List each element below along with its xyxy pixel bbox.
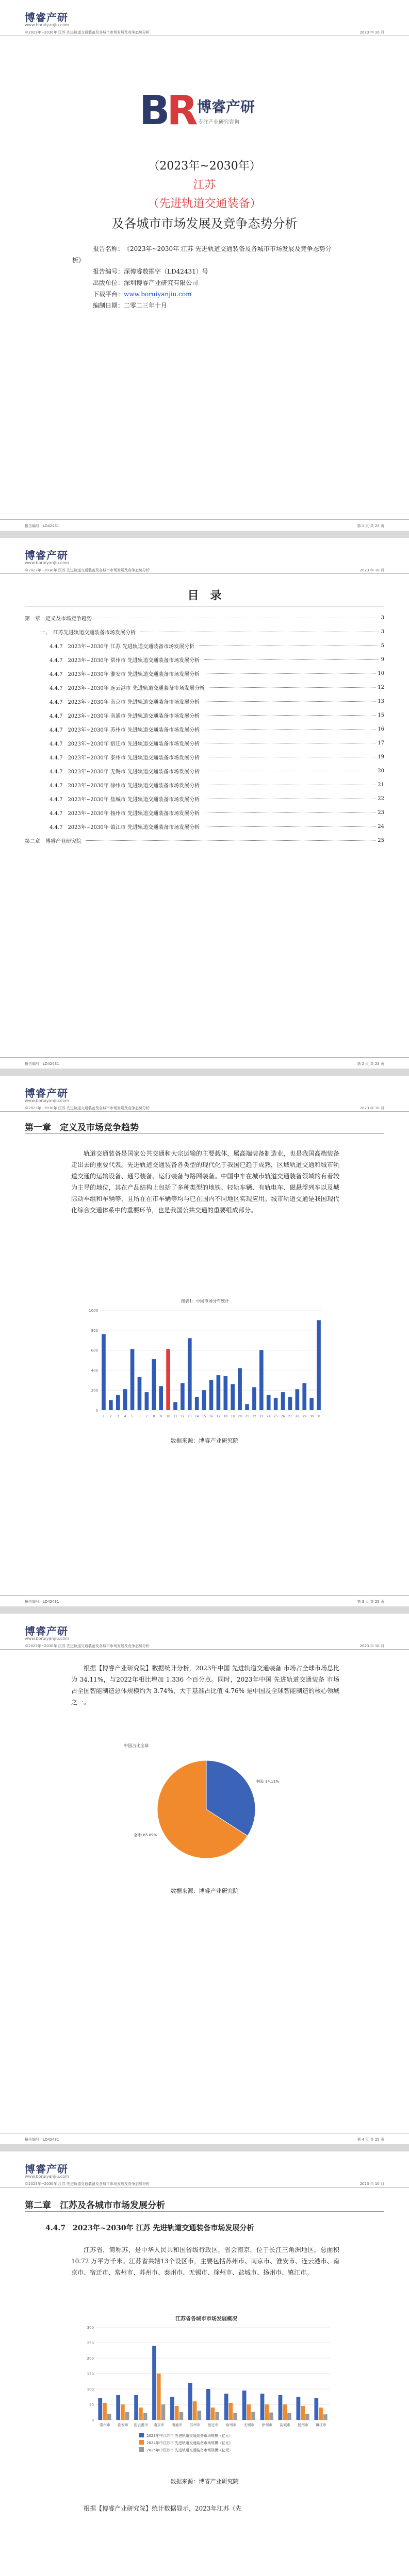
toc-entry[interactable] [25,764,384,778]
y-tick-label: 0 [95,1409,98,1413]
download-link[interactable]: www.boruiyanjiu.com [124,291,192,298]
page-footer: 报告编号：LD42431 第 2 页 共 25 页 [0,1057,409,1069]
page-footer: 报告编号：LD42431 第 4 页 共 25 页 [0,2133,409,2144]
x-tick-label: 11 [173,1415,177,1418]
chart-svg [77,2322,335,2466]
bar [123,1389,127,1410]
toc-entry[interactable] [25,834,384,848]
x-tick-label: 7 [145,1415,148,1418]
chapter-title: 第一章 定义及市场竞争趋势 [25,1123,139,1133]
toc-entry[interactable] [25,611,384,625]
header-logo-url: www.boruiyanjiu.com [25,23,69,27]
bar [116,2395,120,2420]
bar [211,2408,215,2420]
cover-info-block [72,243,340,311]
legend-label: 2024年中江苏市 先进轨道交通装备市场规模（亿元） [146,2441,233,2445]
bar-chart-cities [77,2311,335,2466]
x-tick-label: 15 [202,1415,206,1418]
y-tick-label: 150 [87,2372,94,2376]
toc-entry-page: 21 [378,782,384,788]
bar [188,2383,192,2420]
x-tick-label: 5 [131,1415,134,1418]
x-tick-label: 苏州市 [189,2423,201,2427]
bar [193,2401,197,2420]
cover-industry: （先进轨道交通装备） [148,197,261,210]
bar [233,2413,237,2420]
x-tick-label: 13 [187,1415,192,1418]
x-tick-label: 无锡市 [243,2423,255,2427]
x-tick-label: 24 [266,1415,271,1418]
chart-title: 中国占比全球 [124,1743,149,1748]
legend-label: 2023年中江苏市 先进轨道交通装备市场规模（亿元） [146,2434,233,2438]
toc-title: 目 录 [187,589,222,602]
bar [215,2412,219,2420]
bar-chart-china [83,1296,328,1425]
bar [242,2391,247,2420]
bar [179,2412,184,2420]
chart-title: 图表1：中国市场分布统计 [181,1299,230,1303]
bar [202,1390,206,1410]
bar [145,1392,149,1410]
x-tick-label: 26 [281,1415,285,1418]
cover-region: 江苏 [193,179,216,192]
page-market-share [0,1614,409,2144]
bar [231,1384,235,1410]
toc-entry-label: 4.4.7 2023年~2030年 常州市 先进轨道交通装备市场发展分析 [50,656,202,664]
x-tick-label: 16 [209,1415,214,1418]
x-tick-label: 31 [317,1415,321,1418]
y-tick-label: 250 [87,2341,94,2345]
toc-entry[interactable] [25,806,384,820]
x-tick-label: 4 [124,1415,126,1418]
x-tick-label: 22 [252,1415,256,1418]
toc-entry-page: 19 [378,754,384,760]
toc-entry[interactable] [25,708,384,722]
header-copyright: ©2023年~2030年 江苏 先进轨道交通装备及各城市市场发展及竞争态势分析 [25,30,150,35]
toc-entry-label: 4.4.7 2023年~2030年 泰州市 先进轨道交通装备市场发展分析 [50,753,202,761]
toc-entry-label: 一、 江苏先进轨道交通装备市场发展分析 [40,628,138,636]
toc-entry-page: 3 [381,629,384,635]
x-tick-label: 8 [153,1415,155,1418]
bar [279,2395,283,2420]
chart-title: 江苏省各城市市场发展概况 [175,2316,237,2322]
toc-entry-page: 23 [378,810,384,816]
divider [25,1133,384,1134]
bar [305,2414,309,2420]
x-tick-label: 17 [216,1415,221,1418]
bar [159,1386,163,1410]
section-title: 4.4.7 2023年~2030年 江苏 先进轨道交通装备市场发展分析 [45,2224,254,2232]
legend-swatch [139,2433,144,2437]
bar [152,1359,156,1410]
x-tick-label: 20 [238,1415,242,1418]
x-tick-label: 1 [103,1415,105,1418]
page-header [0,0,409,36]
info-report-no: 报告编号：深博睿数据字（LD42431）号 [92,268,208,275]
cover-logo-name: 博睿产研 [197,98,255,115]
toc-entry-page: 25 [378,838,384,843]
toc-entry-label: 4.4.7 2023年~2030年 扬州市 先进轨道交通装备市场发展分析 [50,809,202,817]
y-tick-label: 400 [91,1368,98,1373]
bar [217,1375,221,1410]
bar [125,2412,129,2420]
page-toc [0,538,409,1069]
cover-logo [139,88,273,134]
bar [251,2412,255,2420]
toc-entry-page: 9 [381,657,384,663]
toc-entry-page: 17 [378,740,384,746]
bar [238,1368,242,1410]
toc-entry[interactable] [25,667,384,681]
bar [143,2413,148,2420]
info-date: 编制日期：二零二三年十月 [92,302,168,309]
body-paragraph: 根据【博睿产业研究院】统计数据显示，2023年江苏（先 [84,2505,242,2512]
bar [130,1349,135,1410]
bar [323,2414,328,2420]
toc-entry-label: 4.4.7 2023年~2030年 淮安市 先进轨道交通装备市场发展分析 [50,670,202,677]
toc-entry-page: 15 [378,713,384,718]
x-tick-label: 23 [259,1415,264,1418]
bar [259,1350,264,1410]
bar [107,2414,111,2420]
bar [206,2389,210,2420]
y-tick-label: 50 [89,2403,94,2407]
toc-entry[interactable] [25,722,384,736]
toc-entry-page: 13 [378,699,384,704]
toc-entry[interactable] [25,736,384,750]
toc-entry-label: 4.4.7 2023年~2030年 南通市 先进轨道交通装备市场发展分析 [50,711,202,719]
header-logo: 博睿产研 [25,11,68,24]
y-tick-label: 800 [91,1328,98,1333]
y-tick-label: 200 [87,2357,94,2361]
bar [245,1404,249,1410]
bar [252,1387,256,1410]
toc-entry-page: 20 [378,768,384,774]
bar [138,1377,142,1410]
info-publisher: 出版单位：深圳博睿产业研究有限公司 [92,279,199,286]
toc-entry-label: 4.4.7 2023年~2030年 连云港市 先进轨道交通装备市场发展分析 [50,684,207,691]
bar [134,2395,138,2420]
page-header: 博睿产研 www.boruiyanjiu.com ©2023年~2030年 江苏 先进轨道交通装备及各城市市场发展及竞争态势分析 2023 年 10 月 [0,1076,409,1112]
bar [103,2403,107,2420]
chart-svg [83,1304,328,1422]
toc-entry-label: 第一章 定义及市场竞争趋势 [25,614,94,622]
x-tick-label: 宿迁市 [207,2423,219,2427]
toc-leader-dots [204,715,375,716]
x-tick-label: 27 [288,1415,292,1418]
toc-entry[interactable] [25,820,384,834]
bar [319,2408,323,2420]
x-tick-label: 14 [194,1415,199,1418]
bar [247,2404,251,2420]
toc-entry-label: 4.4.7 2023年~2030年 镇江市 先进轨道交通装备市场发展分析 [50,823,202,831]
info-download: 下载平台：www.boruiyanjiu.com [92,291,192,298]
x-tick-label: 盐城市 [280,2423,291,2427]
page-chapter-2 [0,2151,409,2576]
toc-entry-label: 第二章 博睿产业研究院 [25,837,84,844]
bar [281,1392,285,1410]
bar [283,2404,287,2420]
bar [287,2413,291,2420]
toc-leader-dots [86,840,375,841]
bar [309,1398,314,1410]
body-paragraph: 江苏省，简称苏，是中华人民共和国省级行政区，省会南京，位于长江三角洲地区，总面积 10.72 万平方千米。江苏省共辖13个设区市，主要包括苏州市、南京市、淮安市、连云港市、南京市、宿迁市、常州市、苏州市、泰州市、无锡市、徐州市、盐城市、扬州市、镇江市。 [71,2246,339,2276]
toc-entry-label: 4.4.7 2023年~2030年 南京市 先进轨道交通装备市场发展分析 [50,698,202,705]
toc-entry-page: 22 [378,796,384,802]
toc-entry-label: 4.4.7 2023年~2030年 徐州市 先进轨道交通装备市场发展分析 [50,781,202,789]
page-header: 博睿产研 www.boruiyanjiu.com ©2023年~2030年 江苏 先进轨道交通装备及各城市市场发展及竞争态势分析 2023 年 10 月 [0,538,409,574]
bar [317,1320,321,1410]
chart-source: 数据来源：博睿产业研究院 [170,2478,239,2485]
toc-entry[interactable] [25,653,384,667]
x-tick-label: 28 [295,1415,300,1418]
bar [102,1334,106,1410]
x-tick-label: 徐州市 [261,2423,273,2427]
toc-entry-label: 4.4.7 2023年~2030年 无锡市 先进轨道交通装备市场发展分析 [50,767,202,775]
x-tick-label: 19 [231,1415,235,1418]
toc-entry[interactable] [25,778,384,792]
x-tick-label: 镇江市 [316,2423,327,2427]
bar [197,2411,201,2420]
divider [25,2211,384,2212]
bar [98,2398,102,2420]
page-header: 博睿产研 www.boruiyanjiu.com ©2023年~2030年 江苏 先进轨道交通装备及各城市市场发展及竞争态势分析 2023 年 10 月 [0,1614,409,1650]
chart-svg [119,1749,294,1872]
toc-entry-page: 12 [378,685,384,690]
toc-leader-dots [204,659,379,660]
bar [152,2346,156,2420]
bar [302,1383,306,1410]
toc-entry[interactable] [25,750,384,764]
bar [297,2397,301,2420]
x-tick-label: 扬州市 [298,2423,309,2427]
toc-leader-dots [204,812,375,813]
page-chapter-1 [0,1076,409,1606]
bar [209,1380,214,1410]
toc-leader-dots [204,701,375,702]
header-date: 2023 年 10 月 [359,30,384,35]
toc-entry[interactable] [25,681,384,694]
y-tick-label: 100 [87,2387,94,2392]
chapter-title: 第二章 江苏及各城市市场发展分析 [25,2200,165,2211]
toc-entry[interactable] [25,792,384,806]
bar [229,2403,233,2420]
x-tick-label: 南通市 [171,2423,183,2427]
cover-subtitle: 及各城市市场发展及竞争态势分析 [111,216,298,231]
bar [181,1383,185,1410]
x-tick-label: 12 [181,1415,185,1418]
toc-entry-page: 5 [381,643,384,649]
toc-leader-dots [204,673,375,674]
x-tick-label: 6 [138,1415,141,1418]
x-tick-label: 泰州市 [225,2423,237,2427]
toc-entry-label: 4.4.7 2023年~2030年 盐城市 先进轨道交通装备市场发展分析 [50,795,202,803]
slice-label: 中国: 34.11% [255,1779,279,1784]
bar [166,1349,170,1410]
bar [121,2404,125,2420]
x-tick-label: 淮安市 [117,2423,128,2427]
bar [173,1402,177,1410]
toc-entry-label: 4.4.7 2023年~2030年 江苏 先进轨道交通装备市场发展分析 [50,642,197,650]
bar [157,2374,161,2420]
page-header: 博睿产研 www.boruiyanjiu.com ©2023年~2030年 江苏 先进轨道交通装备及各城市市场发展及竞争态势分析 2023 年 10 月 [0,2151,409,2188]
y-tick-label: 300 [87,2326,94,2330]
bar [267,1395,271,1410]
x-tick-label: 2 [109,1415,112,1418]
bar [274,1398,278,1410]
x-tick-label: 常州市 [99,2423,110,2427]
y-tick-label: 0 [91,2418,94,2422]
toc-entry-page: 10 [378,671,384,676]
bar [269,2413,273,2420]
body-paragraph: 轨道交通装备是国家公共交通和大宗运输的主要载体，属高端装备制造业，也是我国高端装备走出去的重要代表。先进轨道交通装备各类型的现代化于我国已趋于成熟，区域轨道交通和城市轨道交通的运输设备、通号装备、运行装备与路网装备。中国中车在城市轨道交通装备领域的有着较为主导的地位，其在产品结构上包括了多种类型的地铁、轻轨车辆、有轨电车、磁悬浮列车以及城际动车组和车辆等，且所在在市车辆等均与已在国内不同地区实现应用。城市轨道交通是我国现代化综合交通体系中的重要环节，也是我国公共交通的重要组成部分。 [71,1150,339,1214]
bar [296,1389,300,1410]
bar [265,2404,269,2420]
pie-chart-share [119,1740,294,1874]
bar [170,2397,174,2420]
x-tick-label: 9 [160,1415,162,1418]
bar [188,1338,192,1410]
cover-year-range: （2023年~2030年） [148,160,261,173]
toc-entry[interactable] [25,639,384,653]
y-tick-label: 200 [91,1388,98,1393]
toc-entry-page: 16 [378,726,384,732]
y-tick-label: 1000 [89,1309,98,1313]
toc-entry[interactable] [25,694,384,708]
br-logo-mark: BR [139,88,195,134]
toc-list [25,611,384,848]
x-tick-label: 25 [273,1415,278,1418]
toc-leader-dots [209,687,375,688]
page-footer: 报告编号：LD42431 第 1 页 共 25 页 [0,519,409,531]
chart-source: 数据来源：博睿产业研究院 [170,1437,239,1444]
x-tick-label: 29 [302,1415,307,1418]
bar [301,2406,305,2420]
page-cover [0,0,409,531]
x-tick-label: 18 [223,1415,228,1418]
toc-entry-label: 4.4.7 2023年~2030年 苏州市 先进轨道交通装备市场发展分析 [50,725,202,733]
bar [109,1400,113,1410]
toc-entry[interactable] [25,625,384,639]
x-tick-label: 21 [245,1415,249,1418]
legend-swatch [139,2440,144,2445]
bar [195,1397,199,1410]
legend-swatch [139,2447,144,2452]
x-tick-label: 连云港市 [134,2423,149,2427]
bar [288,1397,292,1410]
bar [314,2398,318,2420]
bar [175,2406,179,2420]
bar [224,2394,228,2420]
toc-entry-label: 4.4.7 2023年~2030年 宿迁市 先进轨道交通装备市场发展分析 [50,739,202,747]
slice-label: 全球: 65.89% [134,1833,157,1838]
info-report-name: 报告名称：《2023年~2030年 江苏 先进轨道交通装备及各城市市场发展及竞争态势分析》 [72,245,332,264]
x-tick-label: 30 [309,1415,314,1418]
x-tick-label: 3 [117,1415,119,1418]
page-footer: 报告编号：LD42431 第 3 页 共 25 页 [0,1595,409,1606]
toc-entry-page: 3 [381,615,384,621]
body-paragraph: 根据【博睿产业研究院】数据统计分析，2023年中国 先进轨道交通装备 市场占全球市场总比为 34.11%，与2022年相比增加 1.336 个百分点。同时，2023年中国 先进轨道交通装备 市场占全国智能制造总体规模约为 3.74%，大于基准占比值 4.76% 是中国及全球智能制造的核心领域之一。 [71,1665,339,1706]
x-tick-label: 南京市 [153,2423,165,2427]
chart-source: 数据来源：博睿产业研究院 [170,1888,239,1894]
cover-logo-tagline: 专注产业研究咨询 [198,120,239,125]
bar [223,1376,227,1410]
toc-entry-page: 24 [378,824,384,829]
bar [260,2394,265,2420]
toc-leader-dots [204,826,375,827]
bar [139,2408,143,2420]
x-tick-label: 10 [166,1415,170,1418]
bar [161,2404,166,2420]
legend-label: 2025年中江苏市 先进轨道交通装备市场规模（亿元） [146,2448,233,2452]
toc-leader-dots [204,729,375,730]
y-tick-label: 600 [91,1348,98,1353]
bar [116,1395,120,1410]
